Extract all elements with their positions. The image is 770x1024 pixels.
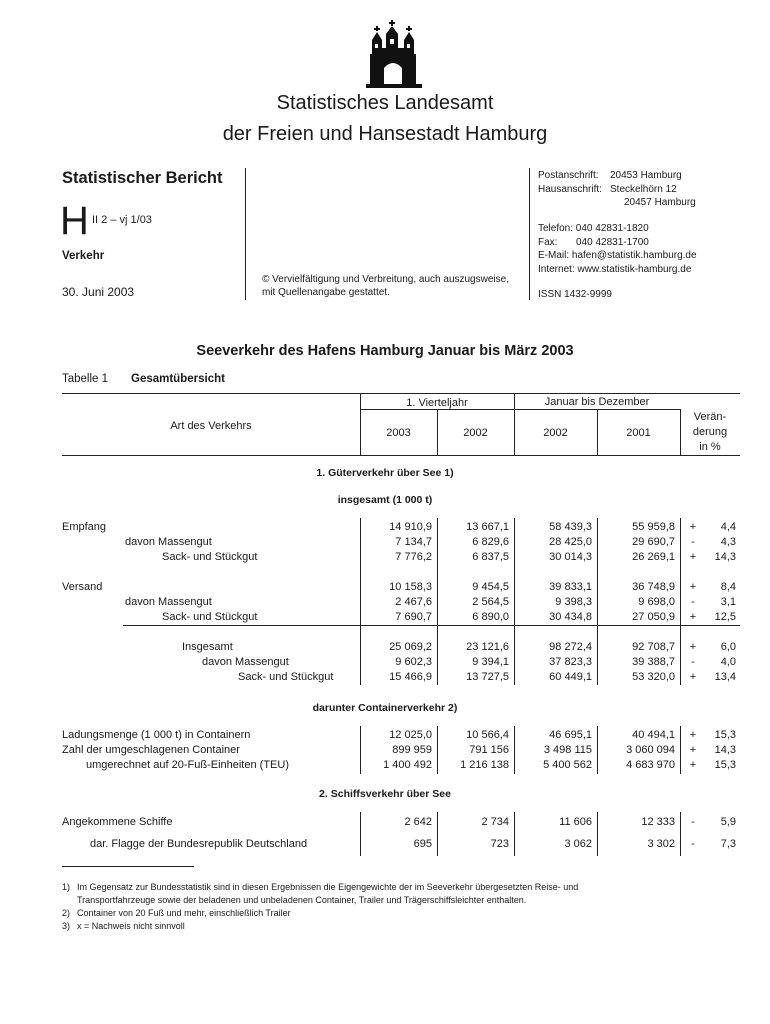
section-insgesamt: insgesamt (1 000 t) <box>337 494 433 506</box>
col-2001-header: 2001 <box>626 427 651 439</box>
row-value-col2: 2 564,5 <box>472 596 509 608</box>
footnote-3-number: 3) <box>62 921 71 931</box>
group-q1-header: 1. Vierteljahr <box>406 397 468 409</box>
row-change-sign: - <box>691 536 695 548</box>
report-letter: H <box>60 199 89 243</box>
copyright-line2: mit Quellenangabe gestattet. <box>262 287 390 298</box>
row-value-col1: 7 690,7 <box>395 611 432 623</box>
row-value-col2: 6 890,0 <box>472 611 509 623</box>
row-value-col3: 30 434,8 <box>549 611 592 623</box>
row-value-col3: 3 498 115 <box>543 744 592 756</box>
row-value-col2: 2 734 <box>481 816 509 828</box>
body-divider-1-4 <box>680 726 681 774</box>
row-label: Sack- und Stückgut <box>162 611 258 623</box>
row-value-col4: 9 698,0 <box>638 596 675 608</box>
row-value-col3: 37 823,3 <box>549 656 592 668</box>
issn: ISSN 1432-9999 <box>538 289 612 300</box>
row-value-col1: 1 400 492 <box>383 759 432 771</box>
agency-name-line1: Statistisches Landesamt <box>276 92 494 114</box>
row-value-col1: 7 776,2 <box>395 551 432 563</box>
row-change-sign: + <box>689 581 697 593</box>
row-label: davon Massengut <box>202 656 289 668</box>
house-label: Hausanschrift: <box>538 183 602 195</box>
section-gueterverkehr: 1. Güterverkehr über See 1) <box>316 467 454 479</box>
row-value-col4: 36 748,9 <box>632 581 675 593</box>
row-value-col3: 28 425,0 <box>549 536 592 548</box>
row-label: Versand <box>62 581 103 593</box>
footnote-3-text: x = Nachweis nicht sinnvoll <box>77 921 185 931</box>
internet[interactable]: Internet: www.statistik-hamburg.de <box>538 263 692 275</box>
row-label: Zahl der umgeschlagenen Container <box>62 744 240 756</box>
row-change-sign: + <box>689 521 697 533</box>
row-value-col3: 30 014,3 <box>549 551 592 563</box>
row-value-col3: 9 398,3 <box>555 596 592 608</box>
row-change-sign: + <box>689 759 697 771</box>
row-value-col4: 3 302 <box>647 838 675 850</box>
row-value-col4: 53 320,0 <box>632 671 675 683</box>
row-value-col2: 10 566,4 <box>466 729 509 741</box>
row-value-col3: 5 400 562 <box>543 759 592 771</box>
row-value-col1: 2 467,6 <box>395 596 432 608</box>
row-value-col1: 12 025,0 <box>389 729 432 741</box>
row-label: dar. Flagge der Bundesrepublik Deutschland <box>90 838 308 850</box>
row-value-col1: 2 642 <box>404 816 432 828</box>
fax-value: 040 42831-1700 <box>576 236 649 248</box>
body-divider-2-4 <box>680 812 681 856</box>
section-schiffsverkehr: 2. Schiffsverkehr über See <box>319 788 451 800</box>
col-2003-header: 2003 <box>386 427 411 439</box>
table-top-rule <box>62 393 740 394</box>
table-title: Gesamtübersicht <box>131 373 225 385</box>
row-change-sign: + <box>689 611 697 623</box>
row-value-col2: 723 <box>490 838 509 850</box>
row-value-col4: 92 708,7 <box>632 641 675 653</box>
footnote-1-number: 1) <box>62 882 71 892</box>
row-label: umgerechnet auf 20-Fuß-Einheiten (TEU) <box>86 759 289 771</box>
email[interactable]: E-Mail: hafen@statistik.hamburg.de <box>538 250 697 261</box>
phone: Telefon: 040 42831-1820 <box>538 223 649 234</box>
row-change-value: 4,0 <box>720 656 736 668</box>
row-change-value: 7,3 <box>720 838 736 850</box>
row-value-col1: 9 602,3 <box>395 656 432 668</box>
row-change-value: 15,3 <box>714 729 736 741</box>
agency-name-line2: der Freien und Hansestadt Hamburg <box>222 123 548 145</box>
col-change-header-line3: in % <box>699 441 721 453</box>
row-value-col4: 40 494,1 <box>632 729 675 741</box>
row-change-value: 13,4 <box>714 671 736 683</box>
row-label: davon Massengut <box>125 536 212 548</box>
row-value-col4: 29 690,7 <box>632 536 675 548</box>
row-value-col2: 6 837,5 <box>472 551 509 563</box>
row-change-value: 5,9 <box>720 816 736 828</box>
col-art-header: Art des Verkehrs <box>170 420 252 432</box>
row-change-sign: + <box>689 729 697 741</box>
copyright-line1: © Vervielfältigung und Verbreitung, auch auszugsweise, <box>262 274 509 285</box>
section-containerverkehr: darunter Containerverkehr 2) <box>312 702 458 714</box>
table-label: Tabelle 1 <box>62 373 109 385</box>
row-label: Sack- und Stückgut <box>238 671 334 683</box>
row-value-col2: 9 394,1 <box>472 656 509 668</box>
table-header-bottom-rule <box>62 455 740 456</box>
post-label: Postanschrift: <box>538 170 599 181</box>
row-change-value: 14,3 <box>714 744 736 756</box>
row-value-col4: 27 050,9 <box>632 611 675 623</box>
row-value-col3: 98 272,4 <box>549 641 592 653</box>
row-value-col2: 6 829,6 <box>472 536 509 548</box>
col-2002a-header: 2002 <box>463 427 488 439</box>
row-change-value: 4,4 <box>720 521 736 533</box>
row-value-col2: 13 727,5 <box>466 671 509 683</box>
row-value-col1: 695 <box>413 838 432 850</box>
footnote-2-number: 2) <box>62 908 71 918</box>
row-value-col4: 26 269,1 <box>632 551 675 563</box>
report-title: Statistischer Bericht <box>62 169 223 187</box>
row-value-col4: 55 959,8 <box>632 521 675 533</box>
footnote-2-text: Container von 20 Fuß und mehr, einschließlich Trailer <box>77 908 291 918</box>
row-change-value: 12,5 <box>714 611 736 623</box>
row-change-sign: + <box>689 744 697 756</box>
row-value-col1: 14 910,9 <box>389 521 432 533</box>
row-value-col1: 10 158,3 <box>389 581 432 593</box>
subtotal-rule <box>123 625 740 626</box>
row-change-sign: - <box>691 596 695 608</box>
footnote-1-line2: Transportfahrzeuge sowie der beladenen und unbeladenen Container, Trailer und Trägerschiffsleichter enthalten. <box>77 895 527 905</box>
row-label: davon Massengut <box>125 596 212 608</box>
col-change-header-line2: derung <box>692 426 728 438</box>
row-value-col4: 12 333 <box>641 816 675 828</box>
copyright-notice <box>262 273 509 299</box>
fax-label: Fax: <box>538 236 558 248</box>
row-change-sign: + <box>689 641 697 653</box>
row-change-sign: + <box>689 671 697 683</box>
hamburg-castle-logo-icon <box>362 20 426 90</box>
row-change-value: 8,4 <box>720 581 736 593</box>
row-value-col2: 1 216 138 <box>460 759 509 771</box>
house-value1: Steckelhörn 12 <box>610 183 677 195</box>
row-value-col3: 39 833,1 <box>549 581 592 593</box>
row-value-col1: 7 134,7 <box>395 536 432 548</box>
report-topic: Verkehr <box>62 250 105 262</box>
row-change-sign: - <box>691 656 695 668</box>
row-value-col3: 46 695,1 <box>549 729 592 741</box>
row-value-col1: 15 466,9 <box>389 671 432 683</box>
row-value-col4: 4 683 970 <box>626 759 675 771</box>
row-value-col4: 3 060 094 <box>626 744 675 756</box>
footnote-rule <box>62 866 194 867</box>
row-value-col2: 13 667,1 <box>466 521 509 533</box>
footnote-1-line1: Im Gegensatz zur Bundesstatistik sind in diesen Ergebnissen die Eigengewichte der im Seeverkehr übergesetzten Reise- und <box>77 882 579 892</box>
row-value-col3: 3 062 <box>564 838 592 850</box>
row-label: Sack- und Stückgut <box>162 551 258 563</box>
group-jd-header: Januar bis Dezember <box>544 396 650 408</box>
house-value2: 20457 Hamburg <box>624 197 696 208</box>
col-2002b-header: 2002 <box>543 427 568 439</box>
header-divider-left <box>245 168 246 300</box>
row-value-col2: 791 156 <box>469 744 509 756</box>
row-value-col4: 39 388,7 <box>632 656 675 668</box>
row-change-value: 3,1 <box>720 596 736 608</box>
header-divider-right <box>529 168 530 300</box>
row-label: Angekommene Schiffe <box>62 816 173 828</box>
row-change-value: 15,3 <box>714 759 736 771</box>
row-change-value: 14,3 <box>714 551 736 563</box>
col-change-header-line1: Verän- <box>693 411 727 423</box>
row-change-value: 6,0 <box>720 641 736 653</box>
row-change-sign: - <box>691 816 695 828</box>
document-title: Seeverkehr des Hafens Hamburg Januar bis März 2003 <box>196 343 574 359</box>
row-change-value: 4,3 <box>720 536 736 548</box>
post-value: 20453 Hamburg <box>610 170 682 181</box>
row-value-col3: 11 606 <box>559 816 592 828</box>
row-label: Insgesamt <box>182 641 233 653</box>
row-value-col1: 899 959 <box>392 744 432 756</box>
row-change-sign: - <box>691 838 695 850</box>
row-label: Empfang <box>62 521 107 533</box>
body-divider-0-4 <box>680 518 681 685</box>
row-change-sign: + <box>689 551 697 563</box>
report-date: 30. Juni 2003 <box>62 285 135 299</box>
row-value-col2: 23 121,6 <box>466 641 509 653</box>
row-value-col1: 25 069,2 <box>389 641 432 653</box>
row-value-col2: 9 454,5 <box>472 581 509 593</box>
row-value-col3: 58 439,3 <box>549 521 592 533</box>
report-code: II 2 – vj 1/03 <box>92 214 152 226</box>
row-label: Ladungsmenge (1 000 t) in Containern <box>62 729 251 741</box>
row-value-col3: 60 449,1 <box>549 671 592 683</box>
